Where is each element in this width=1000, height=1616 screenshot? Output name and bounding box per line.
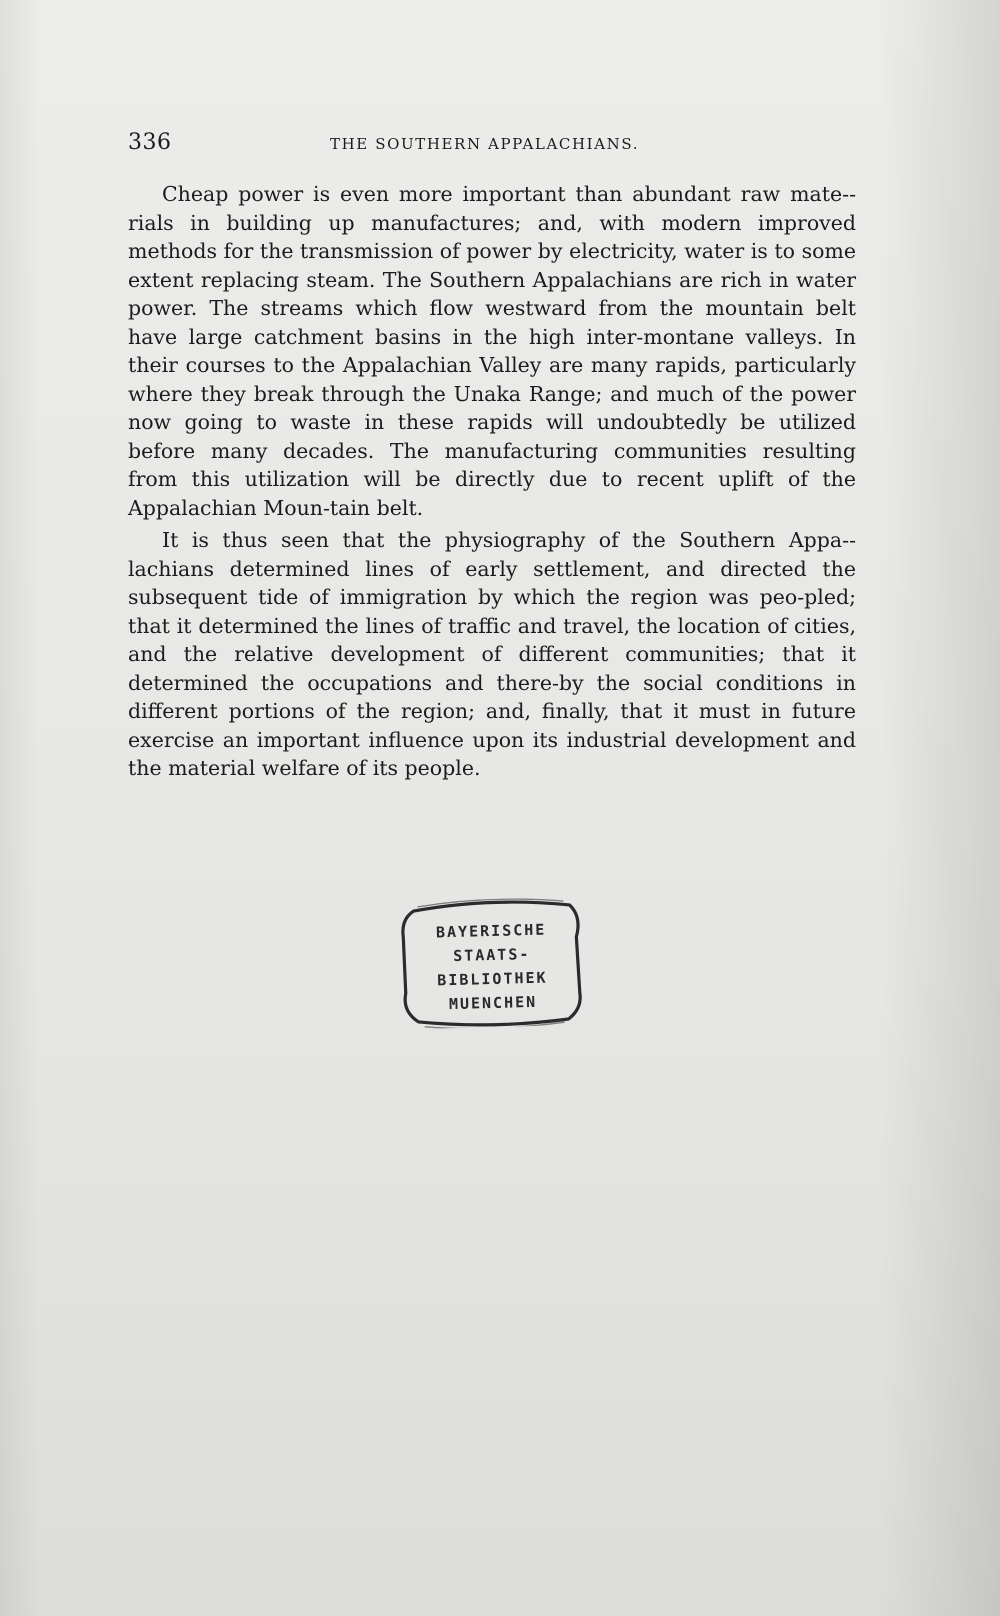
running-head-title: THE SOUTHERN APPALACHIANS. [330,135,640,153]
stamp-text [408,917,576,1017]
stamp-line: BAYERISCHE [435,920,547,942]
body-text [128,180,856,783]
library-stamp [395,897,588,1030]
page-number: 336 [128,130,172,155]
paragraph-water-power: Cheap power is even more important than abundant raw mate-rials in building up manufactures; and, with modern improved methods for the transmission of power by electricity, water is to some extent replacing steam. The Southern Appalachians are rich in water power. The streams which flow westward from the mountain belt have large catchment basins in the high inter-montane valleys. In their courses to the Appalachian Valley are many rapids, particularly where they break through the Unaka Range; and much of the power now going to waste in these rapids will undoubtedly be utilized before many decades. The manufacturing communities resulting from this utilization will be directly due to recent uplift of the Appalachian Moun-tain belt. [128,182,856,520]
stamp-line: BIBLIOTHEK [437,968,548,990]
paragraph-conclusion: It is thus seen that the physiography of the Southern Appa-lachians determined lines of early settlement, and directed the subsequent tide of immigration by which the region was peo-pled; that it determined the lines of traffic and travel, the location of cities, and the relative development of different communities; that it determined the occupations and there-by the social conditions in different portions of the region; and, finally, that it must in future exercise an important influence upon its industrial development and the material welfare of its people. [128,528,856,780]
running-head [128,130,858,160]
stamp-line: STAATS- [452,944,531,966]
stamp-line: MUENCHEN [448,992,538,1014]
